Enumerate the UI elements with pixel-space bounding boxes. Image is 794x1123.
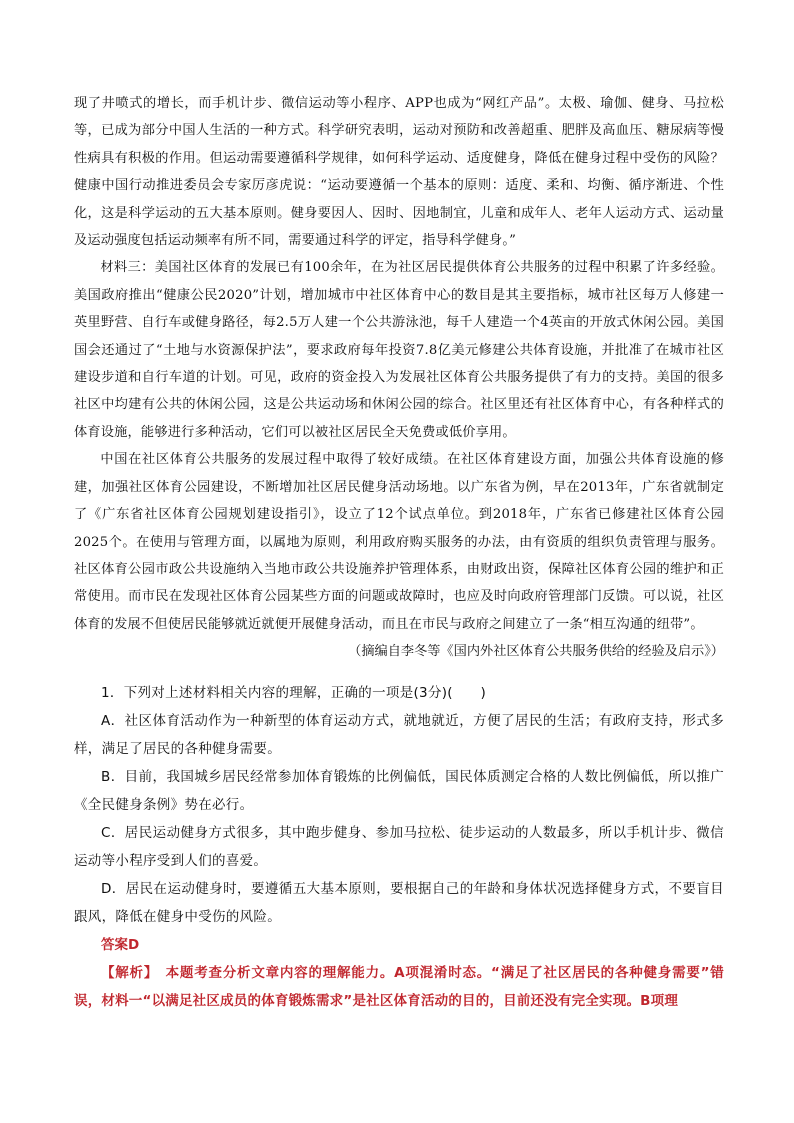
option-a: A．社区体育活动作为一种新型的体育运动方式，就地就近，方便了居民的生活；有政府支持，形式多样，满足了居民的各种健身需要。 [74, 712, 724, 757]
passage-paragraph-material-3: 材料三：美国社区体育的发展已有100余年，在为社区居民提供体育公共服务的过程中积累了许多经验。美国政府推出“健康公民2020”计划，增加城市中社区体育中心的数目是其主要指标，城市社区每万人修建一英里野营、自行车或健身路径，每2.5万人建一个公共游泳池，每千人建造一个4英亩的开放式休闲公园。美国国会还通过了“土地与水资源保护法”，要求政府每年投资7.8亿美元修建公共体育设施，并批准了在城市社区建设步道和自行车道的计划。可见，政府的资金投入为发展社区体育公共服务提供了有力的支持。美国的很多社区中均建有公共的休闲公园，这是公共运动场和休闲公园的综合。社区里还有社区体育中心，有各种样式的体育设施，能够进行多种活动，它们可以被社区居民全天免费或低价享用。 [74, 260, 724, 440]
question-stem: 1．下列对上述材料相关内容的理解，正确的一项是(3分)( ) [101, 684, 487, 701]
option-c: C．居民运动健身方式很多，其中跑步健身、参加马拉松、徒步运动的人数最多，所以手机计步、微信运动等小程序受到人们的喜爱。 [74, 824, 724, 869]
option-d: D．居民在运动健身时，要遵循五大基本原则，要根据自己的年龄和身体状况选择健身方式，不要盲目跟风，降低在健身中受伤的风险。 [74, 880, 724, 925]
option-b: B．目前，我国城乡居民经常参加体育锻炼的比例偏低，国民体质测定合格的人数比例偏低，所以推广《全民健身条例》势在必行。 [74, 768, 724, 813]
passage-paragraph-1: 现了井喷式的增长，而手机计步、微信运动等小程序、APP也成为“网红产品”。太极、瑜伽、健身、马拉松等，已成为部分中国人生活的一种方式。科学研究表明，运动对预防和改善超重、肥胖及高血压、糖尿病等慢性病具有积极的作用。但运动需要遵循科学规律，如何科学运动、适度健身，降低在健身过程中受伤的风险？健康中国行动推进委员会专家厉彦虎说：“运动要遵循一个基本的原则：适度、柔和、均衡、循序渐进、个性化，这是科学运动的五大基本原则。健身要因人、因时、因地制宜，儿童和成年人、老年人运动方式、运动量及运动强度包括运动频率有所不同，需要通过科学的评定，指导科学健身。” [74, 96, 724, 249]
answer-analysis: 【解析】 本题考查分析文章内容的理解能力。A项混淆时态。“满足了社区居民的各种健身需要”错误，材料一“以满足社区成员的体育锻炼需求”是社区体育活动的目的，目前还没有完全实现。B项理 [74, 964, 724, 1009]
passage-source: （摘编自李冬等《国内外社区体育公共服务供给的经验及启示》） [348, 644, 724, 660]
passage-paragraph-china: 中国在社区体育公共服务的发展过程中取得了较好成绩。在社区体育建设方面，加强公共体育设施的修建，加强社区体育公园建设，不断增加社区居民健身活动场地。以广东省为例，早在2013年，广东省就制定了《广东省社区体育公园规划建设指引》，设立了12个试点单位。到2018年，广东省已修建社区体育公园2025个。在使用与管理方面，以属地为原则，利用政府购买服务的办法，由有资质的组织负责管理与服务。社区体育公园市政公共设施纳入当地市政公共设施养护管理体系，由财政出资，保障社区体育公园的维护和正常使用。而市民在发现社区体育公园某些方面的问题或故障时，也应及时向政府管理部门反馈。可以说，社区体育的发展不但使居民能够就近就便开展健身活动，而且在市民与政府之间建立了一条“相互沟通的纽带”。 [74, 452, 724, 632]
document-content [74, 90, 724, 1015]
answer-label: 答案D [101, 936, 140, 953]
question-block [74, 679, 724, 1015]
